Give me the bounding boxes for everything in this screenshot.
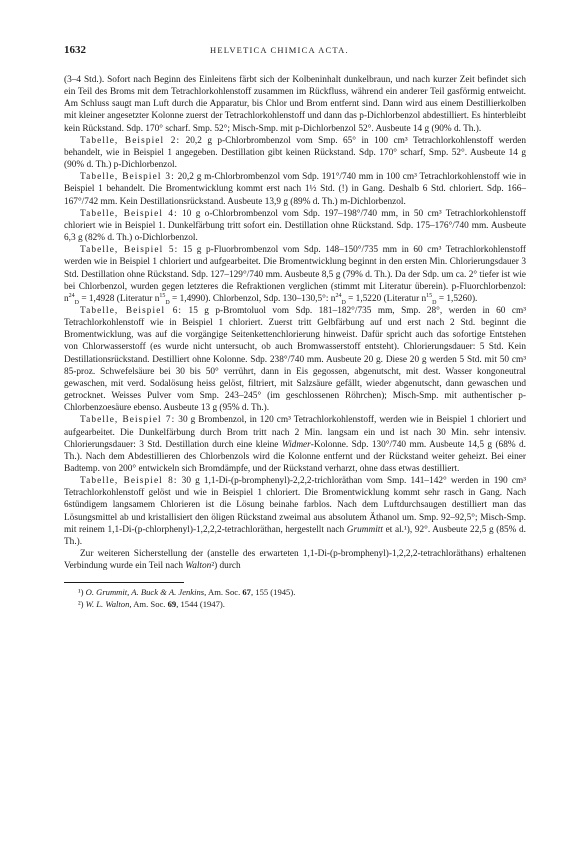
paragraph-example-6: Tabelle, Beispiel 6: 15 g p-Bromtoluol vom Sdp. 181–182°/735 mm, Smp. 28°, werden in 60 cm³ Tetrachlorkohlenstoff wie in Beispiel 1 chloriert. Zuerst tritt Gelbfärbung auf und erst nach 2 Std. beginnt die Bromentwicklung, was auf die vorgängige Seitenkettenchlorierung hinweist. Dafür spricht auch das sofortige Entstehen von Chlorwasserstoff (es wurde nicht untersucht, ob auch Bromwasserstoff entsteht). Chlorierungsdauer: 5 Std. Kein Destillationsrückstand. Destilliert ohne Kolonne. Sdp. 238°/740 mm. Ausbeute 20 g. Diese 20 g werden 5 Std. mit 50 cm³ 85-proz. Schwefelsäure bei 30 bis 50° verrührt, dann in Eis gegossen, abgenutscht, mit dest. Wasser kongoneutral gewaschen, mit verd. Sodalösung heiss gelöst, filtriert, mit Salzsäure gefällt, wieder abgenutscht, dann gewaschen und getrocknet. Weisses Pulver vom Smp. 243–245° (im geschlossenen Röhrchen); Misch-Smp. mit authentischer p-Chlorbenzoesäure ebenso. Ausbeute 13 g (95% d. Th.). xyxy=(64,305,526,414)
footnote-divider xyxy=(64,582,184,583)
paragraph-example-2: Tabelle, Beispiel 2: 20,2 g p-Chlorbrombenzol vom Smp. 65° in 100 cm³ Tetrachlorkohlenstoff werden behandelt, wie in Beispiel 1 angegeben. Destillation gibt keinen Rückstand. Sdp. 170° scharf, Smp. 52°. Ausbeute 14 g (90% d. Th.) p-Dichlorbenzol. xyxy=(64,135,526,171)
paragraph-example-3: Tabelle, Beispiel 3: 20,2 g m-Chlorbrombenzol vom Sdp. 191°/740 mm in 100 cm³ Tetrachlorkohlenstoff wie in Beispiel 1 behandelt. Die Bromentwicklung kommt erst nach 1½ Std. (!) in Gang. Deshalb 6 Std. chloriert. Sdp. 166–167°/742 mm. Kein Destillationsrückstand. Ausbeute 13,9 g (89% d. Th.) m-Dichlorbenzol. xyxy=(64,172,526,207)
example-label: Tabelle, Beispiel 5: xyxy=(80,245,179,256)
journal-title: HELVETICA CHIMICA ACTA. xyxy=(210,45,349,55)
paragraph-verification: Zur weiteren Sicherstellung der (anstelle des erwarteten 1,1-Di-(p-bromphenyl)-1,2,2,2-tetrachloräthans) erhaltenen Verbindung wurde ein Teil nach Walton²) durch xyxy=(64,549,526,572)
article-body xyxy=(64,74,526,572)
paragraph-example-1-end: (3–4 Std.). Sofort nach Beginn des Einleitens färbt sich der Kolbeninhalt dunkelbraun, und nach kurzer Zeit befindet sich ein Teil des Broms mit dem Tetrachlorkohlenstoff zusammen im Rückfluss, während ein anderer Teil gasförmig entweicht. Am Schluss saugt man Luft durch die Apparatur, bis Chlor und Brom entfernt sind. Dann wird aus einem Destillierkolben mit kleiner angesetzter Kolonne zuerst der Tetrachlorkohlenstoff und dann das p-Dichlorbenzol abdestilliert. Es hinterbleibt kein Rückstand. Sdp. 170° scharf. Smp. 52°; Misch-Smp. mit p-Dichlorbenzol 52°. Ausbeute 14 g (90% d. Th.). xyxy=(64,75,526,134)
footnote-2: ²) W. L. Walton, Am. Soc. 69, 1544 (1947). xyxy=(78,599,225,610)
example-label: Tabelle, Beispiel 6: xyxy=(80,305,183,316)
example-label: Tabelle, Beispiel 2: xyxy=(80,135,181,146)
example-label: Tabelle, Beispiel 7: xyxy=(80,415,176,426)
paragraph-example-8: Tabelle, Beispiel 8: 30 g 1,1-Di-(p-bromphenyl)-2,2,2-trichloräthan vom Smp. 141–142° werden in 190 cm³ Tetrachlorkohlenstoff gelöst und wie in Beispiel 1 chloriert. Die Bromentwicklung kommt sehr rasch in Gang. Nach 6stündigem langsamem Chlorieren ist die Lösung beinahe farblos. Nach dem Luftdurchsaugen destilliert man das Lösungsmittel ab und kristallisiert den öligen Rückstand zweimal aus absolutem Äthanol um. Smp. 92–92,5°; Misch-Smp. mit reinem 1,1-Di-(p-chlorphenyl)-1,2,2,2-tetrachloräthan, hergestellt nach Grummitt et al.¹), 92°. Ausbeute 22,5 g (85% d. Th.). xyxy=(64,476,526,547)
example-label: Tabelle, Beispiel 4: xyxy=(80,208,178,219)
paragraph-example-7: Tabelle, Beispiel 7: 30 g Brombenzol, in 120 cm³ Tetrachlorkohlenstoff, werden wie in Beispiel 1 chloriert und aufgearbeitet. Die Dunkelfärbung durch Brom tritt nach 2 Min. langsam ein und ist nach 30 Min. sehr intensiv. Chlorierungsdauer: 3 Std. Destillation durch eine kleine Widmer-Kolonne. Sdp. 130°/740 mm. Ausbeute 14,5 g (68% d. Th.). Nach dem Abdestillieren des Chlorbenzols wird die Kolonne entfernt und der Rückstand weiter geheizt. Bei einer Badtemp. von 200° entwickeln sich Bromdämpfe, und der Rückstand verharzt, ohne dass etwas destilliert. xyxy=(64,415,526,474)
page-number: 1632 xyxy=(64,44,86,56)
page-header xyxy=(64,44,526,60)
footnote-1: ¹) O. Grummit, A. Buck & A. Jenkins, Am. Soc. 67, 155 (1945). xyxy=(78,587,296,598)
footnotes xyxy=(64,586,526,610)
example-label: Tabelle, Beispiel 3: xyxy=(80,172,175,183)
paragraph-example-4: Tabelle, Beispiel 4: 10 g o-Chlorbrombenzol vom Sdp. 197–198°/740 mm, in 50 cm³ Tetrachlorkohlenstoff chloriert wie in Beispiel 1. Dunkelfärbung tritt sofort ein. Destillation ohne Rückstand. Sdp. 175–176°/740 mm. Ausbeute 6,3 g (82% d. Th.) o-Dichlorbenzol. xyxy=(64,208,526,244)
example-label: Tabelle, Beispiel 8: xyxy=(80,476,178,487)
paragraph-example-5: Tabelle, Beispiel 5: 15 g p-Fluorbrombenzol vom Sdp. 148–150°/735 mm in 60 cm³ Tetrachlorkohlenstoff werden wie in Beispiel 1 chloriert und aufgearbeitet. Die Bromentwicklung beginnt in den ersten Min. Chlorierungsdauer 3 Std. Destillation ohne Rückstand. Sdp. 127–129°/740 mm. Ausbeute 8,5 g (79% d. Th.). Da der Sdp. um ca. 2° tiefer ist wie bei Chlorbenzol, wurden gegen letzteres die Refraktionen verglichen (stimmt mit Literatur überein). p-Fluorchlorbenzol: $n^{24}_D = 1,4928$ (Literatur $n^{15}_D = 1,4990$). Chlorbenzol, Sdp. 130–130,5°: $n^{24}_D = 1,5220$ (Literatur $n^{15}_D = 1,5260$). xyxy=(64,245,526,306)
